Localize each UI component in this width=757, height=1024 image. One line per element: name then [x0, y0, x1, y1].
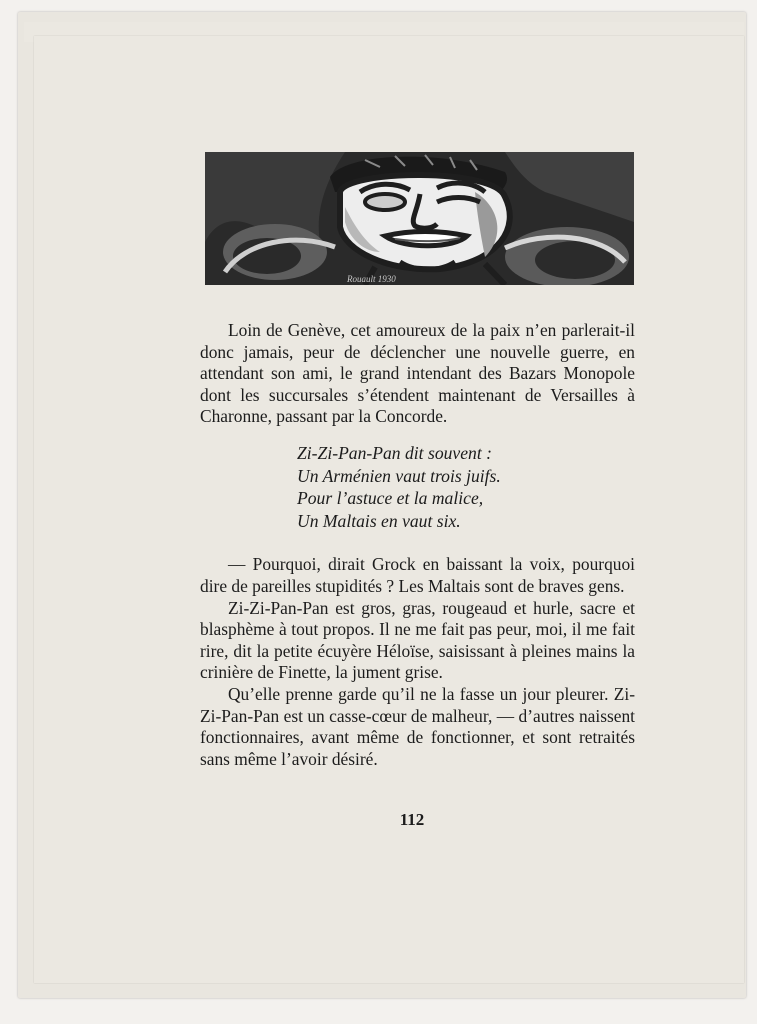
page-number: 112: [399, 810, 425, 829]
illustration-signature: Rouault 1930: [347, 274, 396, 284]
paragraph-1: Loin de Genève, cet amoureux de la paix n’en parlerait-il donc jamais, peur de déclencher une nouvelle guerre, en attendant son ami, le grand intendant des Bazars Monopole dont les succursales s’étendent maintenant de Versailles à Charonne, passant par la Concorde.: [200, 320, 635, 427]
paragraph-3: Zi-Zi-Pan-Pan est gros, gras, rougeaud et hurle, sacre et blasphème à tout propos. Il ne me fait pas peur, moi, il me fait rire, dit la petite écuyère Héloïse, saisissant à pleines mains la crinière de Finette, la jument grise.: [200, 597, 635, 683]
poem-verse: [297, 442, 635, 532]
poem-line-1: Zi-Zi-Pan-Pan dit souvent :: [297, 442, 492, 463]
poem-line-4: Un Maltais en vaut six.: [297, 510, 461, 531]
woodcut-illustration: [205, 152, 634, 285]
paragraph-2: — Pourquoi, dirait Grock en baissant la voix, pourquoi dire de pareilles stupidités ? Les Maltais sont de braves gens.: [200, 554, 635, 596]
poem-line-2: Un Arménien vaut trois juifs.: [297, 465, 501, 486]
page-text: [200, 320, 635, 770]
poem-line-3: Pour l’astuce et la malice,: [297, 488, 484, 509]
paragraph-4: Qu’elle prenne garde qu’il ne la fasse un jour pleurer. Zi-Zi-Pan-Pan est un casse-cœur de malheur, — d’autres naissent fonctionnaires, avant même de fonctionner, et sont retraités sans même l’avoir désiré.: [200, 683, 635, 769]
